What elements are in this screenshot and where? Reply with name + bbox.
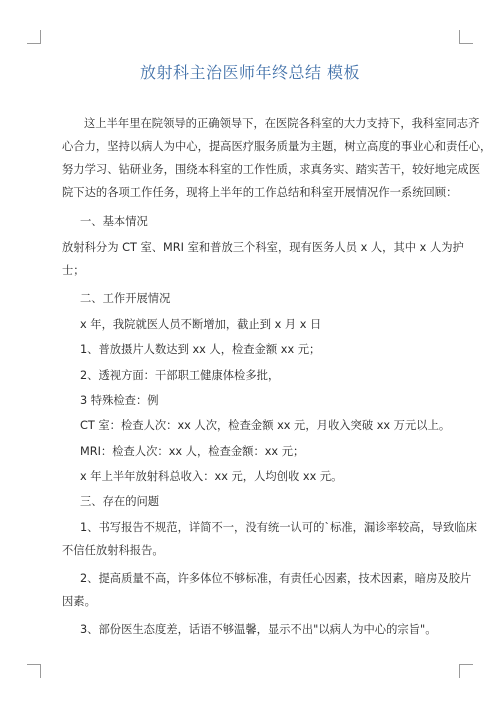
problem-2-line-1: 2、提高质量不高，许多体位不够标准，有责任心因素，技术因素，暗房及胶片: [80, 572, 472, 585]
problem-2-line-2: 因素。: [62, 595, 96, 608]
intro-line-2: 心合力，坚持以病人为中心，提高医疗服务质量为主题，树立高度的事业心和责任心，: [62, 140, 492, 153]
section-1-line-1: 放射科分为 CT 室、MRI 室和普放三个科室，现有医务人员 x 人，其中 x 人为护: [62, 241, 464, 254]
section-1-heading: 一、基本情况: [80, 215, 148, 228]
intro-line-3: 努力学习、钻研业务，围绕本科室的工作性质，求真务实、踏实苦干，较好地完成医: [62, 163, 480, 176]
document-title: 放射科主治医师年终总结 模板: [139, 63, 361, 82]
section-2-item-5: CT 室：检查人次：xx 人次，检查金额 xx 元，月收入突破 xx 万元以上。: [80, 419, 451, 432]
problem-1-paragraph: [62, 516, 477, 562]
section-2-item-3: 2、透视方面：干部职工健康体检多批，: [80, 369, 280, 382]
section-2-item-4: 3 特殊检查：例: [80, 394, 159, 407]
crop-mark-bottom-left: [27, 664, 41, 678]
crop-mark-top-left: [27, 30, 41, 44]
problem-3-line-1: 3、部份医生态度差，话语不够温馨，显示不出"以病人为中心的宗旨"。: [80, 623, 437, 636]
problem-3-paragraph: [62, 618, 444, 641]
problem-2-paragraph: [62, 567, 472, 613]
section-1-paragraph: [62, 236, 464, 282]
section-2-item-1: x 年，我院就医人员不断增加，截止到 x 月 x 日: [80, 318, 322, 331]
section-2-item-2: 1、普放摄片人数达到 xx 人，检查金额 xx 元；: [80, 343, 321, 356]
section-1-line-2: 士；: [62, 264, 85, 277]
intro-line-1: 这上半年里在院领导的正确领导下，在医院各科室的大力支持下，我科室同志齐: [84, 117, 480, 130]
section-2-item-7: x 年上半年放射科总收入：xx 元，人均创收 xx 元。: [80, 470, 343, 483]
intro-paragraph: [62, 112, 492, 204]
section-2-heading: 二、工作开展情况: [80, 292, 171, 305]
section-3-heading: 三、存在的问题: [80, 495, 160, 508]
crop-mark-top-right: [459, 30, 473, 44]
section-2-item-6: MRI：检查人次：xx 人，检查金额：xx 元；: [80, 445, 305, 458]
problem-1-line-1: 1、书写报告不规范，详简不一，没有统一认可的`标准，漏诊率较高，导致临床: [80, 521, 477, 534]
crop-mark-bottom-right: [459, 664, 473, 678]
intro-line-4: 院下达的各项工作任务，现将上半年的工作总结和科室开展情况作一系统回顾：: [62, 186, 458, 199]
problem-1-line-2: 不信任放射科报告。: [62, 544, 164, 557]
